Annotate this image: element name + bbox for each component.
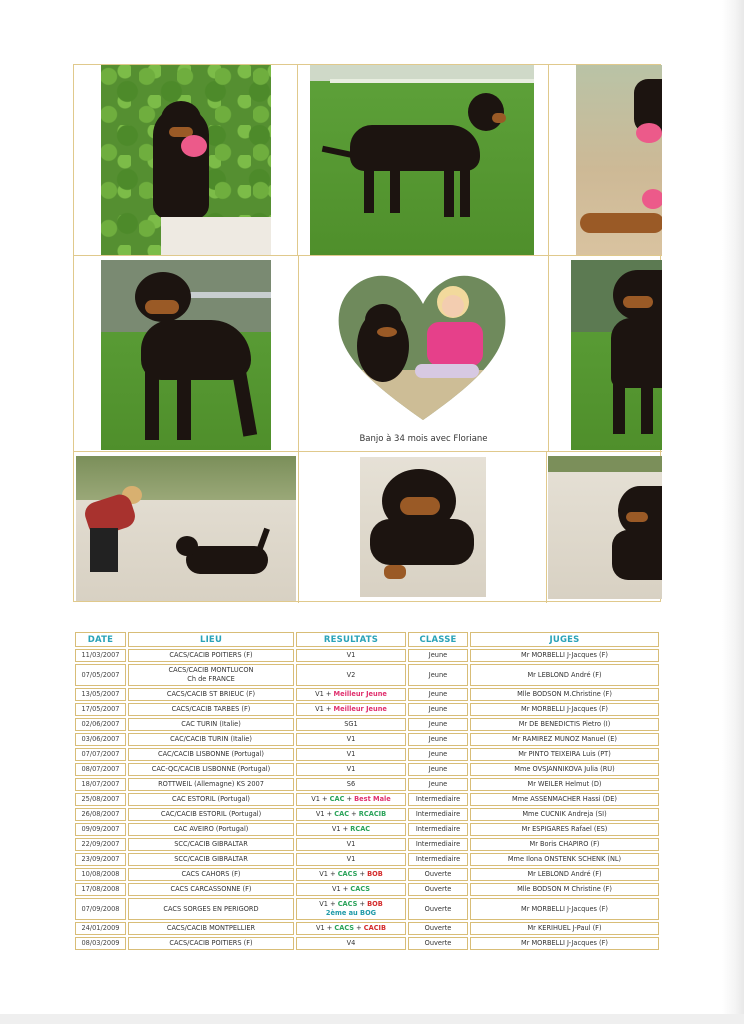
result-part: + xyxy=(324,924,335,932)
result-line xyxy=(299,900,403,909)
cell-juge: Mr PINTO TEIXEIRA Luis (PT) xyxy=(470,748,659,761)
photo-dog-standing-front xyxy=(101,260,271,450)
cell-resultats xyxy=(296,853,406,866)
cell-date: 07/09/2008 xyxy=(75,898,126,920)
cell-classe: Jeune xyxy=(408,664,468,686)
cell-juge: Mr LEBLOND André (F) xyxy=(470,664,659,686)
cell-resultats xyxy=(296,664,406,686)
table-row xyxy=(75,808,659,821)
cell-date: 07/07/2007 xyxy=(75,748,126,761)
result-line xyxy=(299,825,403,834)
cell-juge: Mlle BODSON M.Christine (F) xyxy=(470,688,659,701)
cell-lieu xyxy=(128,688,294,701)
result-line xyxy=(299,939,403,948)
result-part: V1 xyxy=(319,870,328,878)
cell-lieu xyxy=(128,748,294,761)
lieu-line-2: Ch de FRANCE xyxy=(187,675,235,683)
cell-classe: Jeune xyxy=(408,688,468,701)
result-part: + xyxy=(323,690,334,698)
cell-lieu xyxy=(128,853,294,866)
cell-classe: Intermediaire xyxy=(408,853,468,866)
header-resultats: RESULTATS xyxy=(296,632,406,647)
lieu-line: CAC/CACIB ESTORIL (Portugal) xyxy=(160,810,262,818)
result-part: RCACIB xyxy=(358,810,387,818)
result-line xyxy=(299,780,403,789)
result-line xyxy=(299,810,403,819)
photo-dog-standing-leash xyxy=(310,65,534,255)
photo-gallery xyxy=(73,64,661,602)
cell-resultats xyxy=(296,937,406,950)
result-part: + xyxy=(327,870,338,878)
result-part: Meilleur Jeune xyxy=(333,705,387,713)
cell-resultats xyxy=(296,703,406,716)
header-lieu: LIEU xyxy=(128,632,294,647)
table-row xyxy=(75,703,659,716)
cell-resultats xyxy=(296,808,406,821)
result-part: + xyxy=(357,870,368,878)
result-part: V1 xyxy=(315,690,324,698)
result-part: S6 xyxy=(346,780,356,788)
result-part: V1 xyxy=(311,795,320,803)
cell-juge: Mr MORBELLI J-Jacques (F) xyxy=(470,898,659,920)
cell-resultats xyxy=(296,748,406,761)
cell-juge: Mme CUCNIK Andreja (SI) xyxy=(470,808,659,821)
result-part: CACS xyxy=(350,885,371,893)
cell-date: 03/06/2007 xyxy=(75,733,126,746)
table-row xyxy=(75,733,659,746)
result-part: CAC xyxy=(329,795,345,803)
cell-date: 24/01/2009 xyxy=(75,922,126,935)
cell-lieu xyxy=(128,733,294,746)
cell-lieu xyxy=(128,763,294,776)
lieu-line: CAC/CACIB LISBONNE (Portugal) xyxy=(158,750,264,758)
cell-classe: Intermediaire xyxy=(408,823,468,836)
cell-resultats xyxy=(296,733,406,746)
cell-lieu xyxy=(128,937,294,950)
cell-juge: Mr Boris CHAPIRO (F) xyxy=(470,838,659,851)
result-part: + xyxy=(327,900,338,908)
result-part: V1 xyxy=(346,651,356,659)
table-row xyxy=(75,748,659,761)
result-part: V1 xyxy=(346,855,356,863)
cell-lieu xyxy=(128,823,294,836)
header-date: DATE xyxy=(75,632,126,647)
cell-lieu xyxy=(128,898,294,920)
result-line xyxy=(299,924,403,933)
result-part: V1 xyxy=(315,705,324,713)
cell-lieu xyxy=(128,649,294,662)
cell-date: 11/03/2007 xyxy=(75,649,126,662)
header-juges: JUGES xyxy=(470,632,659,647)
result-part: V1 xyxy=(346,735,356,743)
cell-date: 23/09/2007 xyxy=(75,853,126,866)
photo-dog-front-partial xyxy=(571,260,662,450)
lieu-line: CACS/CACIB MONTPELLIER xyxy=(166,924,256,932)
cell-resultats xyxy=(296,649,406,662)
cell-classe: Intermediaire xyxy=(408,793,468,806)
table-body xyxy=(75,649,659,950)
photo-dog-partial-right xyxy=(576,65,662,255)
result-part: + xyxy=(354,924,364,932)
cell-resultats xyxy=(296,823,406,836)
result-part: + xyxy=(319,795,330,803)
table-row xyxy=(75,868,659,881)
cell-date: 09/09/2007 xyxy=(75,823,126,836)
photo-dog-lying-sand xyxy=(360,457,486,597)
result-part: V1 xyxy=(331,885,341,893)
result-line xyxy=(299,720,403,729)
table-row xyxy=(75,649,659,662)
table-row xyxy=(75,922,659,935)
result-part: CACS xyxy=(334,924,355,932)
cell-resultats xyxy=(296,922,406,935)
result-part: V1 xyxy=(346,840,356,848)
cell-juge: Mr MORBELLI J-Jacques (F) xyxy=(470,649,659,662)
cell-classe: Jeune xyxy=(408,778,468,791)
cell-juge: Mlle BODSON M Christine (F) xyxy=(470,883,659,896)
lieu-line: CACS SORGES EN PERIGORD xyxy=(163,904,259,913)
result-part: V2 xyxy=(346,670,356,679)
result-line xyxy=(299,855,403,864)
cell-classe: Jeune xyxy=(408,718,468,731)
result-part: V1 xyxy=(346,750,356,758)
cell-date: 02/06/2007 xyxy=(75,718,126,731)
table-row xyxy=(75,838,659,851)
result-part: V1 xyxy=(319,900,328,908)
lieu-line: CAC-QC/CACIB LISBONNE (Portugal) xyxy=(151,765,271,773)
cell-classe: Intermediaire xyxy=(408,808,468,821)
cell-juge: Mr WEILER Helmut (D) xyxy=(470,778,659,791)
table-row xyxy=(75,664,659,686)
result-part: V1 xyxy=(315,810,325,818)
cell-juge: Mme Ilona ONSTENK SCHENK (NL) xyxy=(470,853,659,866)
cell-date: 10/08/2008 xyxy=(75,868,126,881)
table-row xyxy=(75,853,659,866)
photo-dog-lying-partial xyxy=(548,456,662,599)
cell-juge: Mr RAMIREZ MUNOZ Manuel (E) xyxy=(470,733,659,746)
table-row xyxy=(75,823,659,836)
cell-date: 26/08/2007 xyxy=(75,808,126,821)
table-row xyxy=(75,763,659,776)
cell-juge: Mr MORBELLI J-Jacques (F) xyxy=(470,703,659,716)
cell-date: 08/03/2009 xyxy=(75,937,126,950)
cell-lieu xyxy=(128,703,294,716)
result-line xyxy=(299,870,403,879)
page-edge-shadow xyxy=(722,0,744,1024)
cell-juge: Mr MORBELLI J-Jacques (F) xyxy=(470,937,659,950)
lieu-line: CACS CARCASSONNE (F) xyxy=(170,885,252,893)
result-part: + xyxy=(340,825,351,833)
cell-juge: Mme ASSENMACHER Hassi (DE) xyxy=(470,793,659,806)
header-classe: CLASSE xyxy=(408,632,468,647)
cell-lieu xyxy=(128,778,294,791)
table-row xyxy=(75,688,659,701)
cell-resultats xyxy=(296,778,406,791)
photo-caption: Banjo à 34 mois avec Floriane xyxy=(359,434,488,444)
cell-juge: Mr LEBLOND André (F) xyxy=(470,868,659,881)
cell-classe: Ouverte xyxy=(408,883,468,896)
lieu-line: CACS/CACIB POITIERS (F) xyxy=(169,651,253,659)
lieu-line: CAC TURIN (Italie) xyxy=(181,720,241,728)
cell-lieu xyxy=(128,664,294,686)
photo-heart-dog-girl xyxy=(299,256,548,451)
lieu-line: CAC AVEIRO (Portugal) xyxy=(173,825,249,833)
result-part: CACS xyxy=(337,870,358,878)
cell-date: 22/09/2007 xyxy=(75,838,126,851)
cell-lieu xyxy=(128,883,294,896)
table-row xyxy=(75,898,659,920)
table-row xyxy=(75,778,659,791)
cell-date: 17/08/2008 xyxy=(75,883,126,896)
photo-dog-with-ball-hedge xyxy=(101,65,271,255)
table-row xyxy=(75,883,659,896)
result-part: + xyxy=(340,885,351,893)
cell-date: 18/07/2007 xyxy=(75,778,126,791)
cell-lieu xyxy=(128,718,294,731)
cell-resultats xyxy=(296,868,406,881)
lieu-line: SCC/CACIB GIBRALTAR xyxy=(174,840,248,848)
cell-resultats xyxy=(296,718,406,731)
cell-juge: Mr KERIHUEL J-Paul (F) xyxy=(470,922,659,935)
cell-lieu xyxy=(128,808,294,821)
cell-classe: Jeune xyxy=(408,733,468,746)
table-row xyxy=(75,793,659,806)
result-part: V1 xyxy=(315,924,325,932)
cell-lieu xyxy=(128,793,294,806)
cell-date: 13/05/2007 xyxy=(75,688,126,701)
cell-classe: Ouverte xyxy=(408,922,468,935)
cell-classe: Jeune xyxy=(408,703,468,716)
lieu-line: CACS/CACIB TARBES (F) xyxy=(171,705,251,713)
lieu-line: CACS/CACIB POITIERS (F) xyxy=(169,939,253,947)
lieu-line: CACS CAHORS (F) xyxy=(181,870,241,878)
cell-juge: Mr ESPIGARES Rafael (ES) xyxy=(470,823,659,836)
cell-resultats xyxy=(296,763,406,776)
result-part: Best Male xyxy=(354,795,391,803)
result-part: + xyxy=(357,900,368,908)
cell-classe: Jeune xyxy=(408,763,468,776)
cell-classe: Jeune xyxy=(408,649,468,662)
table-row xyxy=(75,937,659,950)
result-line xyxy=(299,750,403,759)
result-part: BOB xyxy=(367,870,383,878)
result-part: + xyxy=(344,795,355,803)
lieu-line: CACS/CACIB ST BRIEUC (F) xyxy=(166,690,256,698)
result-part: V1 xyxy=(346,765,356,773)
lieu-line: ROTTWEIL (Allemagne) KS 2007 xyxy=(158,780,264,788)
result-part: + xyxy=(349,810,359,818)
result-part: Meilleur Jeune xyxy=(333,690,387,698)
table-header-row xyxy=(75,632,659,647)
cell-classe: Ouverte xyxy=(408,868,468,881)
cell-date: 08/07/2007 xyxy=(75,763,126,776)
cell-juge: Mr DE BENEDICTIS Pietro (I) xyxy=(470,718,659,731)
cell-resultats xyxy=(296,688,406,701)
result-part: SG1 xyxy=(344,720,358,728)
cell-resultats xyxy=(296,883,406,896)
lieu-line: CAC/CACIB TURIN (Italie) xyxy=(170,735,252,743)
result-line xyxy=(299,840,403,849)
cell-classe: Ouverte xyxy=(408,898,468,920)
result-part: + xyxy=(323,705,334,713)
cell-resultats xyxy=(296,898,406,920)
result-line xyxy=(299,735,403,744)
cell-juge: Mme OVSJANNIKOVA Julia (RU) xyxy=(470,763,659,776)
cell-lieu xyxy=(128,868,294,881)
result-line-2: 2ème au BOG xyxy=(325,909,377,917)
cell-resultats xyxy=(296,793,406,806)
lieu-line: CAC ESTORIL (Portugal) xyxy=(171,795,251,803)
result-part: + xyxy=(324,810,335,818)
result-part: CACIB xyxy=(363,924,387,932)
lieu-line: SCC/CACIB GIBRALTAR xyxy=(174,855,248,863)
result-line xyxy=(299,705,403,714)
cell-date: 07/05/2007 xyxy=(75,664,126,686)
result-part: RCAC xyxy=(350,825,371,833)
show-results-table xyxy=(73,630,661,952)
result-line xyxy=(299,885,403,894)
result-line xyxy=(299,795,403,804)
result-line xyxy=(299,765,403,774)
result-part: V4 xyxy=(346,939,356,947)
cell-classe: Ouverte xyxy=(408,937,468,950)
result-line xyxy=(299,651,403,660)
result-line xyxy=(299,690,403,699)
cell-date: 25/08/2007 xyxy=(75,793,126,806)
result-part: CAC xyxy=(334,810,350,818)
cell-lieu xyxy=(128,838,294,851)
result-line xyxy=(299,671,403,680)
photo-woman-training-dog xyxy=(76,456,296,601)
cell-date: 17/05/2007 xyxy=(75,703,126,716)
cell-classe: Jeune xyxy=(408,748,468,761)
cell-classe: Intermediaire xyxy=(408,838,468,851)
table-row xyxy=(75,718,659,731)
lieu-line: CACS/CACIB MONTLUCON xyxy=(168,666,254,674)
cell-lieu xyxy=(128,922,294,935)
result-part: BOB xyxy=(367,900,383,908)
result-part: V1 xyxy=(331,825,341,833)
page-bottom-edge xyxy=(0,1014,744,1024)
result-part: CACS xyxy=(337,900,358,908)
cell-resultats xyxy=(296,838,406,851)
